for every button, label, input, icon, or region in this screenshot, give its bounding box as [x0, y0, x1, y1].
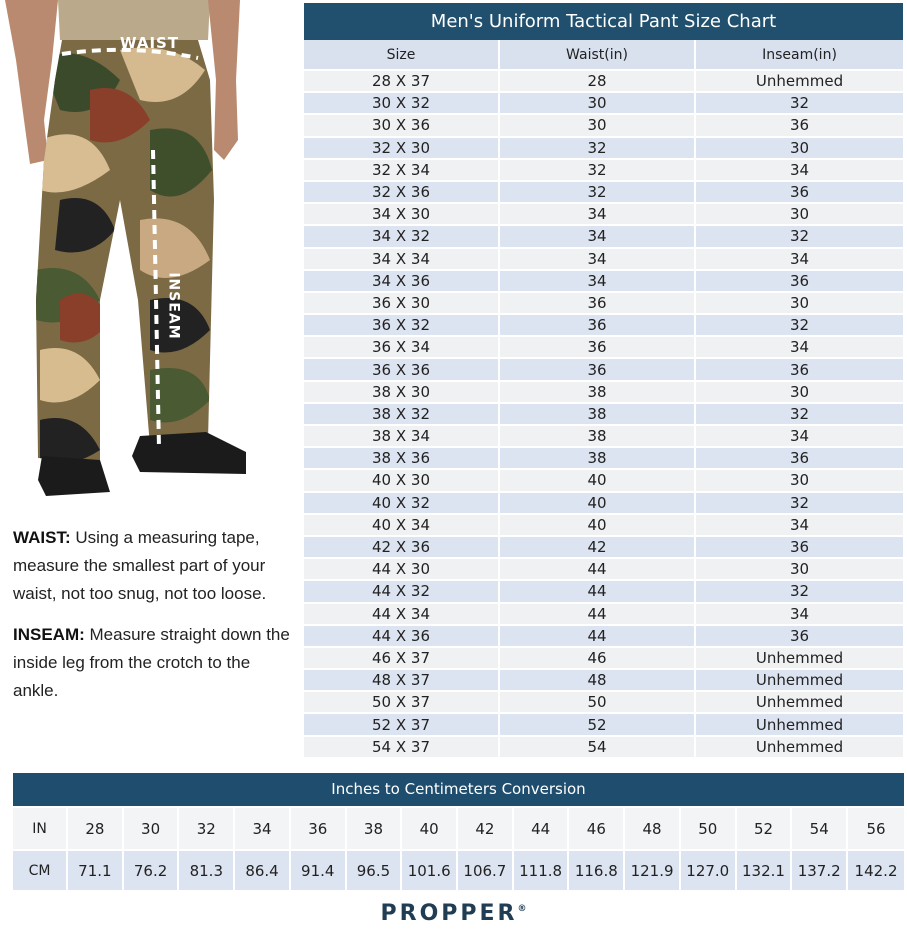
waist-term: WAIST:	[13, 528, 71, 547]
size-cell: 44 X 34	[304, 604, 500, 626]
size-chart-title: Men's Uniform Tactical Pant Size Chart	[304, 3, 903, 40]
table-row	[304, 581, 903, 603]
table-row	[304, 382, 903, 404]
size-cell: 34 X 30	[304, 204, 500, 226]
waist-cell: 42	[500, 537, 696, 559]
waist-cell: 34	[500, 249, 696, 271]
inseam-cell: 36	[696, 182, 903, 204]
pants-illustration	[0, 0, 300, 505]
size-cell: 40 X 30	[304, 470, 500, 492]
size-cell: 44 X 36	[304, 626, 500, 648]
cm-value: 91.4	[291, 849, 347, 890]
size-cell: 30 X 32	[304, 93, 500, 115]
table-row	[304, 470, 903, 492]
table-row	[304, 493, 903, 515]
size-cell: 44 X 32	[304, 581, 500, 603]
inseam-cell: 36	[696, 626, 903, 648]
inseam-cell: 30	[696, 293, 903, 315]
waist-cell: 40	[500, 515, 696, 537]
cm-value: 81.3	[179, 849, 235, 890]
measurement-instructions	[13, 524, 295, 718]
table-row	[304, 337, 903, 359]
cm-value: 116.8	[569, 849, 625, 890]
cm-value: 142.2	[848, 849, 904, 890]
inch-value: 52	[737, 806, 793, 849]
table-row	[304, 692, 903, 714]
waist-cell: 34	[500, 226, 696, 248]
size-cell: 36 X 34	[304, 337, 500, 359]
inseam-cell: 30	[696, 559, 903, 581]
inch-value: 46	[569, 806, 625, 849]
inseam-cell: 30	[696, 382, 903, 404]
size-cell: 40 X 32	[304, 493, 500, 515]
camo-pants-image	[0, 0, 300, 505]
waist-cell: 50	[500, 692, 696, 714]
size-cell: 32 X 34	[304, 160, 500, 182]
size-cell: 54 X 37	[304, 737, 500, 759]
cm-value: 71.1	[68, 849, 124, 890]
waist-cell: 38	[500, 404, 696, 426]
waist-cell: 30	[500, 93, 696, 115]
waist-cell: 34	[500, 204, 696, 226]
size-cell: 40 X 34	[304, 515, 500, 537]
table-row	[304, 359, 903, 381]
inseam-cell: 30	[696, 204, 903, 226]
inseam-cell: 34	[696, 249, 903, 271]
size-cell: 38 X 34	[304, 426, 500, 448]
waist-label: WAIST	[120, 34, 180, 52]
inseam-instruction	[13, 621, 295, 705]
table-row	[304, 93, 903, 115]
size-cell: 28 X 37	[304, 71, 500, 93]
size-chart-table	[304, 40, 903, 759]
inch-value: 36	[291, 806, 347, 849]
inch-value: 48	[625, 806, 681, 849]
inseam-cell: Unhemmed	[696, 692, 903, 714]
size-chart-header-row	[304, 40, 903, 71]
inch-value: 30	[124, 806, 180, 849]
header-inseam: Inseam(in)	[696, 40, 903, 71]
table-row	[304, 537, 903, 559]
inseam-cell: 34	[696, 604, 903, 626]
inch-value: 32	[179, 806, 235, 849]
inseam-label: INSEAM	[165, 272, 182, 340]
size-cell: 48 X 37	[304, 670, 500, 692]
waist-text: Using a measuring tape, measure the smallest part of your waist, not too snug, not too loose.	[13, 528, 267, 603]
inseam-cell: 32	[696, 226, 903, 248]
inseam-cell: Unhemmed	[696, 714, 903, 736]
inseam-cell: 36	[696, 271, 903, 293]
waist-cell: 32	[500, 182, 696, 204]
size-cell: 38 X 32	[304, 404, 500, 426]
waist-cell: 34	[500, 271, 696, 293]
inseam-cell: 36	[696, 537, 903, 559]
table-row	[304, 604, 903, 626]
table-row	[304, 182, 903, 204]
waist-cell: 44	[500, 604, 696, 626]
inch-value: 34	[235, 806, 291, 849]
waist-cell: 48	[500, 670, 696, 692]
table-row	[304, 714, 903, 736]
table-row	[304, 626, 903, 648]
table-row	[304, 404, 903, 426]
inseam-cell: 32	[696, 493, 903, 515]
conversion-title: Inches to Centimeters Conversion	[13, 773, 904, 806]
cm-value: 86.4	[235, 849, 291, 890]
table-row	[304, 648, 903, 670]
inseam-cell: 30	[696, 470, 903, 492]
waist-cell: 44	[500, 626, 696, 648]
table-row	[304, 249, 903, 271]
size-cell: 30 X 36	[304, 115, 500, 137]
cm-value: 127.0	[681, 849, 737, 890]
waist-cell: 44	[500, 559, 696, 581]
cm-value: 101.6	[402, 849, 458, 890]
table-row	[304, 315, 903, 337]
waist-cell: 54	[500, 737, 696, 759]
inseam-cell: 34	[696, 160, 903, 182]
size-cell: 36 X 30	[304, 293, 500, 315]
size-cell: 44 X 30	[304, 559, 500, 581]
table-row	[304, 204, 903, 226]
table-row	[304, 115, 903, 137]
inseam-cell: 30	[696, 138, 903, 160]
inseam-cell: 34	[696, 337, 903, 359]
table-row	[304, 448, 903, 470]
size-cell: 50 X 37	[304, 692, 500, 714]
inseam-cell: Unhemmed	[696, 71, 903, 93]
inseam-cell: 34	[696, 515, 903, 537]
waist-cell: 32	[500, 138, 696, 160]
inseam-cell: 36	[696, 115, 903, 137]
size-cell: 32 X 36	[304, 182, 500, 204]
waist-cell: 36	[500, 315, 696, 337]
table-row	[304, 226, 903, 248]
waist-cell: 36	[500, 337, 696, 359]
table-row	[304, 559, 903, 581]
inch-value: 56	[848, 806, 904, 849]
waist-cell: 28	[500, 71, 696, 93]
inseam-cell: 32	[696, 93, 903, 115]
size-chart	[304, 3, 903, 759]
header-size: Size	[304, 40, 500, 71]
table-row	[304, 737, 903, 759]
waist-cell: 30	[500, 115, 696, 137]
inseam-cell: 36	[696, 448, 903, 470]
inch-value: 42	[458, 806, 514, 849]
table-row	[304, 138, 903, 160]
inch-value: 28	[68, 806, 124, 849]
inseam-cell: Unhemmed	[696, 648, 903, 670]
cm-value: 121.9	[625, 849, 681, 890]
size-cell: 34 X 34	[304, 249, 500, 271]
propper-logo	[0, 901, 907, 926]
table-row	[304, 160, 903, 182]
conversion-table	[13, 773, 904, 890]
cm-value: 111.8	[514, 849, 570, 890]
inseam-term: INSEAM:	[13, 625, 85, 644]
waist-cell: 40	[500, 470, 696, 492]
conversion-grid	[13, 806, 904, 890]
cm-value: 96.5	[347, 849, 403, 890]
table-row	[304, 271, 903, 293]
size-cell: 46 X 37	[304, 648, 500, 670]
inseam-cell: 32	[696, 315, 903, 337]
waist-cell: 46	[500, 648, 696, 670]
table-row	[304, 670, 903, 692]
cm-value: 137.2	[792, 849, 848, 890]
table-row	[304, 71, 903, 93]
size-cell: 32 X 30	[304, 138, 500, 160]
waist-cell: 38	[500, 382, 696, 404]
size-cell: 42 X 36	[304, 537, 500, 559]
table-row	[304, 426, 903, 448]
inseam-cell: 36	[696, 359, 903, 381]
cm-value: 76.2	[124, 849, 180, 890]
inseam-cell: 32	[696, 404, 903, 426]
waist-cell: 32	[500, 160, 696, 182]
header-waist: Waist(in)	[500, 40, 696, 71]
waist-cell: 38	[500, 448, 696, 470]
centimeters-row	[13, 849, 904, 890]
table-row	[304, 293, 903, 315]
size-cell: 36 X 32	[304, 315, 500, 337]
inseam-cell: Unhemmed	[696, 737, 903, 759]
logo-text: PROPPER	[380, 901, 518, 926]
waist-cell: 40	[500, 493, 696, 515]
inches-row-label: IN	[13, 806, 68, 849]
registered-mark: ®	[517, 904, 527, 914]
waist-cell: 38	[500, 426, 696, 448]
inch-value: 38	[347, 806, 403, 849]
inch-value: 50	[681, 806, 737, 849]
inseam-cell: 32	[696, 581, 903, 603]
size-cell: 36 X 36	[304, 359, 500, 381]
inch-value: 40	[402, 806, 458, 849]
centimeters-row-label: CM	[13, 849, 68, 890]
inch-value: 54	[792, 806, 848, 849]
size-cell: 34 X 32	[304, 226, 500, 248]
size-cell: 38 X 36	[304, 448, 500, 470]
inseam-cell: 34	[696, 426, 903, 448]
waist-cell: 36	[500, 359, 696, 381]
inseam-text: Measure straight down the inside leg from the crotch to the ankle.	[13, 625, 290, 700]
inches-row	[13, 806, 904, 849]
waist-cell: 52	[500, 714, 696, 736]
waist-cell: 36	[500, 293, 696, 315]
table-row	[304, 515, 903, 537]
size-cell: 34 X 36	[304, 271, 500, 293]
cm-value: 106.7	[458, 849, 514, 890]
waist-instruction	[13, 524, 295, 608]
cm-value: 132.1	[737, 849, 793, 890]
waist-cell: 44	[500, 581, 696, 603]
inseam-cell: Unhemmed	[696, 670, 903, 692]
size-cell: 38 X 30	[304, 382, 500, 404]
size-cell: 52 X 37	[304, 714, 500, 736]
inch-value: 44	[514, 806, 570, 849]
